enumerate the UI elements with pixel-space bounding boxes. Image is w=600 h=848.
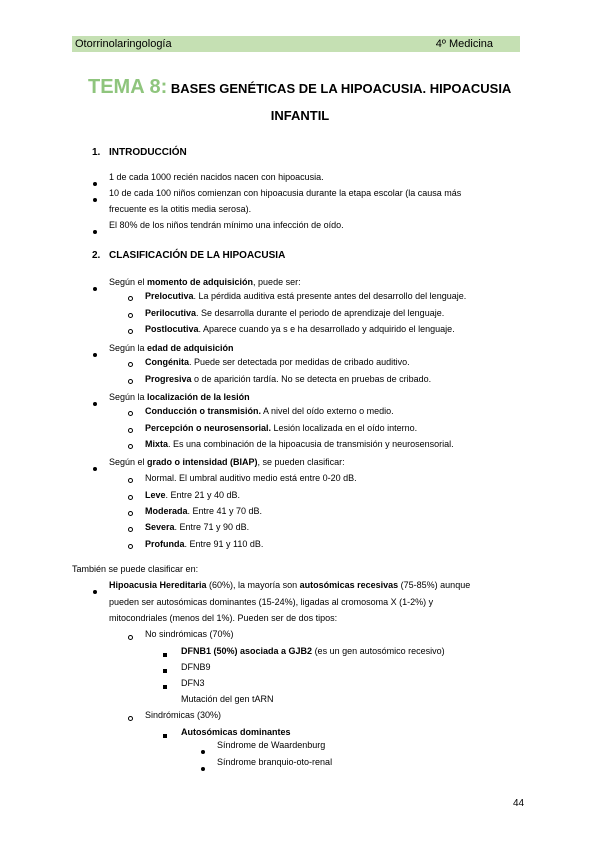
sub-sub-item: DFNB9	[181, 662, 211, 672]
sub-sub-sub-item: Síndrome branquio-oto-renal	[217, 757, 333, 767]
list-item: 10 de cada 100 niños comienzan con hipoacusia durante la etapa escolar (la causa más	[109, 188, 462, 198]
sub-item: Prelocutiva. La pérdida auditiva está presente antes del desarrollo del lenguaje.	[145, 291, 467, 301]
bullet-disc	[93, 193, 97, 205]
sub-sub-item: Autosómicas dominantes	[181, 727, 291, 737]
bullet-circle	[128, 540, 133, 552]
bullet-disc	[93, 462, 97, 474]
page-title	[88, 76, 511, 99]
sub-item: Moderada. Entre 41 y 70 dB.	[145, 506, 263, 516]
bullet-square	[163, 680, 167, 692]
page-header	[72, 36, 520, 52]
bullet-circle	[128, 375, 133, 387]
bullet-disc	[93, 348, 97, 360]
bullet-square	[163, 729, 167, 741]
sub-item: Normal. El umbral auditivo medio está entre 0-20 dB.	[145, 473, 357, 483]
title-text-line2: INFANTIL	[270, 108, 330, 123]
title-text: BASES GENÉTICAS DE LA HIPOACUSIA. HIPOACUSIA	[167, 81, 512, 96]
bullet-circle	[128, 507, 133, 519]
bullet-circle	[128, 292, 133, 304]
paragraph: También se puede clasificar en:	[72, 564, 199, 574]
bullet-circle	[128, 407, 133, 419]
page-number: 44	[513, 798, 525, 809]
bullet-circle	[128, 712, 133, 724]
list-item-edad: Según la edad de adquisición	[109, 343, 234, 353]
bullet-circle	[128, 523, 133, 535]
sub-item: Sindrómicas (30%)	[145, 710, 222, 720]
sub-sub-item-continuation: Mutación del gen tARN	[181, 694, 274, 704]
bullet-circle	[128, 440, 133, 452]
bullet-circle	[128, 309, 133, 321]
sub-item: Severa. Entre 71 y 90 dB.	[145, 522, 250, 532]
list-item-localizacion: Según la localización de la lesión	[109, 392, 250, 402]
list-item-continuation: pueden ser autosómicas dominantes (15-24%), ligadas al cromosoma X (1-2%) y	[109, 597, 434, 607]
sub-item: Leve. Entre 21 y 40 dB.	[145, 490, 241, 500]
section-title: CLASIFICACIÓN DE LA HIPOACUSIA	[109, 250, 286, 261]
list-item: 1 de cada 1000 recién nacidos nacen con hipoacusia.	[109, 172, 324, 182]
sub-sub-item: DFN3	[181, 678, 205, 688]
sub-item: Postlocutiva. Aparece cuando ya s e ha desarrollado y adquirido el lenguaje.	[145, 324, 455, 334]
list-item: El 80% de los niños tendrán mínimo una infección de oído.	[109, 220, 344, 230]
sub-item: Conducción o transmisión. A nivel del oído externo o medio.	[145, 406, 394, 416]
list-item-continuation: mitocondriales (menos del 1%). Pueden ser de dos tipos:	[109, 613, 338, 623]
bullet-circle	[128, 631, 133, 643]
bullet-disc	[201, 745, 205, 757]
tema-label: TEMA 8:	[88, 76, 168, 98]
sub-item: Profunda. Entre 91 y 110 dB.	[145, 539, 264, 549]
bullet-circle	[128, 491, 133, 503]
bullet-circle	[128, 474, 133, 486]
section-number: 1.	[92, 147, 101, 158]
sub-sub-item: DFNB1 (50%) asociada a GJB2 (es un gen autosómico recesivo)	[181, 646, 445, 656]
bullet-disc	[93, 177, 97, 189]
bullet-square	[163, 648, 167, 660]
sub-sub-sub-item: Síndrome de Waardenburg	[217, 740, 326, 750]
sub-item: Progresiva o de aparición tardía. No se detecta en pruebas de cribado.	[145, 374, 432, 384]
section-title: INTRODUCCIÓN	[109, 147, 187, 158]
list-item-hereditaria: Hipoacusia Hereditaria (60%), la mayoría son autosómicas recesivas (75-85%) aunque	[109, 580, 471, 590]
bullet-disc	[201, 762, 205, 774]
sub-item: No sindrómicas (70%)	[145, 629, 234, 639]
sub-item: Mixta. Es una combinación de la hipoacusia de transmisión y neurosensorial.	[145, 439, 454, 449]
list-item-grado: Según el grado o intensidad (BIAP), se pueden clasificar:	[109, 457, 345, 467]
bullet-circle	[128, 325, 133, 337]
bullet-disc	[93, 282, 97, 294]
sub-item: Percepción o neurosensorial. Lesión localizada en el oído interno.	[145, 423, 418, 433]
list-item-momento: Según el momento de adquisición, puede ser:	[109, 277, 301, 287]
header-course: 4º Medicina	[435, 38, 493, 50]
header-subject: Otorrinolaringología	[75, 38, 172, 50]
bullet-disc	[93, 397, 97, 409]
sub-item: Perilocutiva. Se desarrolla durante el periodo de aprendizaje del lenguaje.	[145, 308, 445, 318]
sub-item: Congénita. Puede ser detectada por medidas de cribado auditivo.	[145, 357, 410, 367]
list-item-continuation: frecuente es la otitis media serosa).	[109, 204, 252, 214]
bullet-circle	[128, 358, 133, 370]
bullet-circle	[128, 424, 133, 436]
bullet-disc	[93, 225, 97, 237]
bullet-square	[163, 664, 167, 676]
section-number: 2.	[92, 250, 101, 261]
bullet-disc	[93, 585, 97, 597]
